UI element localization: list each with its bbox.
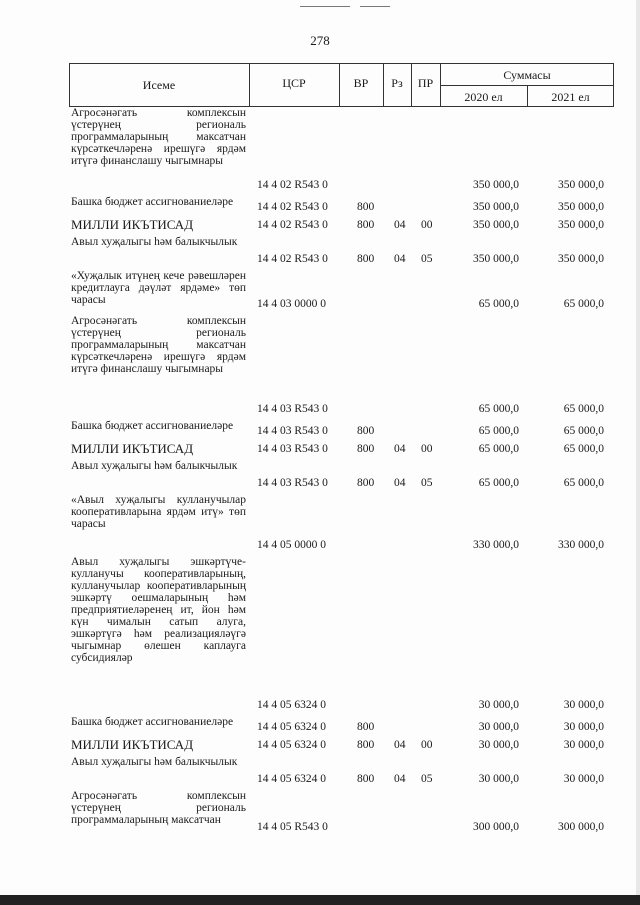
cell-vr: 800: [357, 219, 375, 231]
header-rz: Рз: [391, 76, 403, 90]
row-values: [69, 739, 614, 753]
row-name: Агросәнәгать комплексын үстерүнең региональ программаларының максатчан: [71, 790, 246, 826]
cell-csr: 14 4 05 6324 0: [257, 699, 326, 711]
cell-s2020: 300 000,0: [473, 821, 519, 833]
cell-rz: 04: [394, 477, 406, 489]
cell-csr: 14 4 05 6324 0: [257, 739, 326, 751]
cell-s2020: 65 000,0: [478, 443, 519, 455]
cell-csr: 14 4 03 R543 0: [257, 477, 328, 489]
row-values: [69, 179, 614, 193]
cell-s2020: 330 000,0: [473, 539, 519, 551]
row-values: [69, 477, 614, 491]
row-name: Авыл хуҗалыгы һәм балыкчылык: [71, 460, 238, 472]
cell-s2020: 30 000,0: [478, 773, 519, 785]
cell-vr: 800: [357, 443, 375, 455]
table-row: [69, 218, 614, 236]
cell-s2020: 65 000,0: [478, 477, 519, 489]
table-row: [69, 790, 614, 838]
row-values: [69, 403, 614, 417]
cell-s2021: 65 000,0: [563, 443, 604, 455]
table-body: [69, 107, 614, 838]
cell-vr: 800: [357, 425, 375, 437]
cell-s2021: 65 000,0: [563, 298, 604, 310]
table-row: [69, 738, 614, 756]
row-name: Башка бюджет ассигнованиеләре: [71, 196, 234, 208]
cell-rz: 04: [394, 739, 406, 751]
cell-vr: 800: [357, 739, 375, 751]
table-row: [69, 756, 614, 790]
header-sums: Суммасы: [503, 68, 551, 82]
cell-csr: 14 4 02 R543 0: [257, 179, 328, 191]
cell-s2021: 65 000,0: [563, 403, 604, 415]
scan-edge: [636, 0, 640, 905]
cell-s2021: 30 000,0: [563, 773, 604, 785]
row-name: Башка бюджет ассигнованиеләре: [71, 420, 234, 432]
table-row: [69, 460, 614, 494]
cell-rz: 04: [394, 773, 406, 785]
table-row: [69, 270, 614, 315]
row-name: Авыл хуҗалыгы һәм балыкчылык: [71, 756, 238, 768]
row-values: [69, 425, 614, 439]
budget-table: [69, 63, 614, 838]
table-row: [69, 315, 614, 420]
row-name: Агросәнәгать комплексын үстерүнең региональ программаларының максатчан күрсәткечләренә ирешүгә ярдәм итүгә финанслашу чыгымнары: [71, 315, 246, 375]
cell-s2020: 350 000,0: [473, 179, 519, 191]
row-values: [69, 821, 614, 835]
cell-csr: 14 4 03 R543 0: [257, 425, 328, 437]
cell-rz: 04: [394, 253, 406, 265]
header-2021: 2021 ел: [551, 90, 590, 104]
cell-pr: 00: [421, 739, 433, 751]
cell-vr: 800: [357, 253, 375, 265]
row-values: [69, 253, 614, 267]
cell-s2020: 350 000,0: [473, 201, 519, 213]
cell-s2020: 30 000,0: [478, 721, 519, 733]
table-row: [69, 420, 614, 442]
cell-pr: 05: [421, 477, 433, 489]
cell-csr: 14 4 02 R543 0: [257, 253, 328, 265]
table-row: [69, 236, 614, 270]
row-values: [69, 699, 614, 713]
cell-csr: 14 4 02 R543 0: [257, 219, 328, 231]
cell-s2020: 350 000,0: [473, 253, 519, 265]
cell-vr: 800: [357, 773, 375, 785]
row-values: [69, 219, 614, 233]
header-name: Исеме: [142, 78, 176, 92]
cell-s2021: 330 000,0: [558, 539, 604, 551]
row-values: [69, 443, 614, 457]
cell-s2021: 350 000,0: [558, 201, 604, 213]
cell-pr: 05: [421, 773, 433, 785]
header-vr: ВР: [353, 76, 369, 90]
row-name: Авыл хуҗалыгы һәм балыкчылык: [71, 236, 238, 248]
cell-s2020: 65 000,0: [478, 425, 519, 437]
table-row: [69, 196, 614, 218]
cell-rz: 04: [394, 219, 406, 231]
cell-rz: 04: [394, 443, 406, 455]
cell-s2021: 350 000,0: [558, 253, 604, 265]
row-name: МИЛЛИ ИКЪТИСАД: [71, 441, 194, 456]
header-2020: 2020 ел: [464, 90, 503, 104]
cell-csr: 14 4 03 0000 0: [257, 298, 326, 310]
row-name: Авыл хуҗалыгы эшкәртүче-кулланучы кооперативларының, кулланучылар кооперативларының эшкәртү оешмаларының һәм предприятиеләренең ит, йон һәм күн чималын сатып алуга, эшкәртүгә һәм реализацияләүгә чыгымнар өлешен каплауга субсидияләр: [71, 556, 246, 664]
cell-s2021: 30 000,0: [563, 739, 604, 751]
scan-top-rule: [300, 6, 350, 7]
cell-s2021: 65 000,0: [563, 425, 604, 437]
cell-csr: 14 4 05 6324 0: [257, 721, 326, 733]
cell-pr: 00: [421, 443, 433, 455]
cell-s2021: 350 000,0: [558, 219, 604, 231]
header-pr: ПР: [417, 76, 434, 90]
cell-csr: 14 4 05 6324 0: [257, 773, 326, 785]
cell-s2020: 65 000,0: [478, 298, 519, 310]
cell-s2020: 65 000,0: [478, 403, 519, 415]
row-values: [69, 721, 614, 735]
cell-csr: 14 4 03 R543 0: [257, 443, 328, 455]
cell-s2021: 300 000,0: [558, 821, 604, 833]
row-name: Агросәнәгать комплексын үстерүнең региональ программаларының максатчан күрсәткечләренә ирешүгә ярдәм итүгә финанслашу чыгымнары: [71, 107, 246, 167]
cell-vr: 800: [357, 201, 375, 213]
table-row: [69, 556, 614, 716]
table-row: [69, 107, 614, 196]
row-values: [69, 298, 614, 312]
cell-csr: 14 4 05 0000 0: [257, 539, 326, 551]
row-name: «Авыл хуҗалыгы кулланучылар кооперативларына ярдәм итү» төп чарасы: [71, 494, 246, 530]
table-row: [69, 494, 614, 556]
scan-top-rule-2: [360, 6, 390, 7]
cell-s2021: 30 000,0: [563, 721, 604, 733]
cell-s2020: 30 000,0: [478, 739, 519, 751]
table-row: [69, 716, 614, 738]
page-number: 278: [310, 33, 330, 48]
cell-s2021: 65 000,0: [563, 477, 604, 489]
cell-pr: 05: [421, 253, 433, 265]
cell-s2021: 350 000,0: [558, 179, 604, 191]
cell-s2020: 30 000,0: [478, 699, 519, 711]
scan-bottom-bar: [0, 895, 640, 905]
row-name: «Хуҗалык итүнең кече рәвешләрен кредитлауга дәүләт ярдәме» төп чарасы: [71, 270, 246, 306]
row-values: [69, 201, 614, 215]
row-values: [69, 773, 614, 787]
table-row: [69, 442, 614, 460]
cell-vr: 800: [357, 721, 375, 733]
cell-csr: 14 4 02 R543 0: [257, 201, 328, 213]
row-name: Башка бюджет ассигнованиеләре: [71, 716, 234, 728]
cell-vr: 800: [357, 477, 375, 489]
cell-s2020: 350 000,0: [473, 219, 519, 231]
cell-s2021: 30 000,0: [563, 699, 604, 711]
row-values: [69, 539, 614, 553]
header-csr: ЦСР: [282, 76, 306, 90]
cell-csr: 14 4 03 R543 0: [257, 403, 328, 415]
row-name: МИЛЛИ ИКЪТИСАД: [71, 737, 194, 752]
table-header: [69, 63, 614, 107]
cell-pr: 00: [421, 219, 433, 231]
row-name: МИЛЛИ ИКЪТИСАД: [71, 217, 194, 232]
cell-csr: 14 4 05 R543 0: [257, 821, 328, 833]
